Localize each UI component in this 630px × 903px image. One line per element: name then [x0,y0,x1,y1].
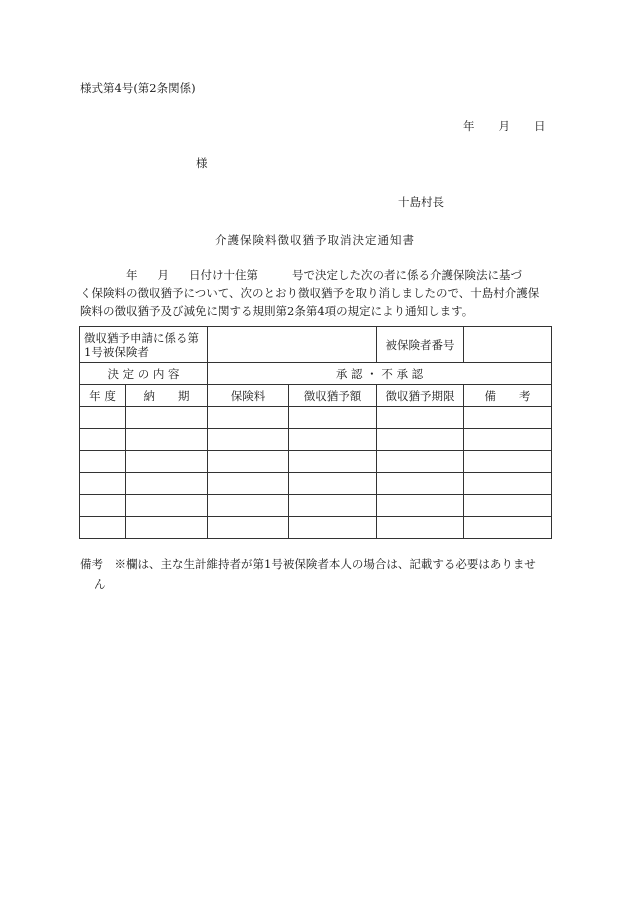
table-row [80,473,552,495]
col-deferral-deadline: 徴収猶予期限 [377,385,464,407]
body-month: 月 [157,268,169,282]
note-label: 備考 [80,557,103,571]
body-date-ref: 日付け十住第 [189,268,258,282]
col-premium: 保険料 [208,385,289,407]
decision-label: 決 定 の 内 容 [80,363,208,385]
sender-name: 十島村長 [398,195,444,209]
body-line-1 [80,266,552,284]
col-year: 年 度 [80,385,126,407]
date-month: 月 [498,119,510,133]
recipient-suffix: 様 [196,156,208,170]
col-remarks: 備 考 [464,385,552,407]
insured-number-label: 被保険者番号 [377,327,464,363]
column-header-row [80,385,552,407]
table-row [80,451,552,473]
col-due: 納 期 [126,385,208,407]
col-deferral-amount: 徴収猶予額 [289,385,377,407]
table-row [80,429,552,451]
applicant-value [208,327,377,363]
body-year: 年 [126,268,138,282]
date-day: 日 [534,119,546,133]
body-decision-ref: 号で決定した次の者に係る介護保険法に基づ [292,268,522,282]
notice-table [79,326,552,539]
table-row [80,517,552,539]
date-year: 年 [463,119,475,133]
decision-value: 承 認 ・ 不 承 認 [208,363,552,385]
body-text [80,266,552,320]
note-text-cont: ん [94,577,106,591]
note-text: ※欄は、主な生計維持者が第1号被保険者本人の場合は、記載する必要はありませ [114,557,536,571]
note [80,554,552,594]
table-row [80,407,552,429]
body-line-3: 険料の徴収猶予及び減免に関する規則第2条第4項の規定により通知します。 [80,304,474,318]
body-line-2: く保険料の徴収猶予について、次のとおり徴収猶予を取り消しましたので、十島村介護保 [80,286,540,300]
applicant-label: 徴収猶予申請に係る第1号被保険者 [80,327,208,363]
insured-number-value [464,327,552,363]
document-title: 介護保険料徴収猶予取消決定通知書 [215,233,415,247]
date-line [463,118,546,134]
decision-row [80,363,552,385]
applicant-row [80,327,552,363]
form-number: 様式第4号(第2条関係) [80,81,196,95]
table-row [80,495,552,517]
